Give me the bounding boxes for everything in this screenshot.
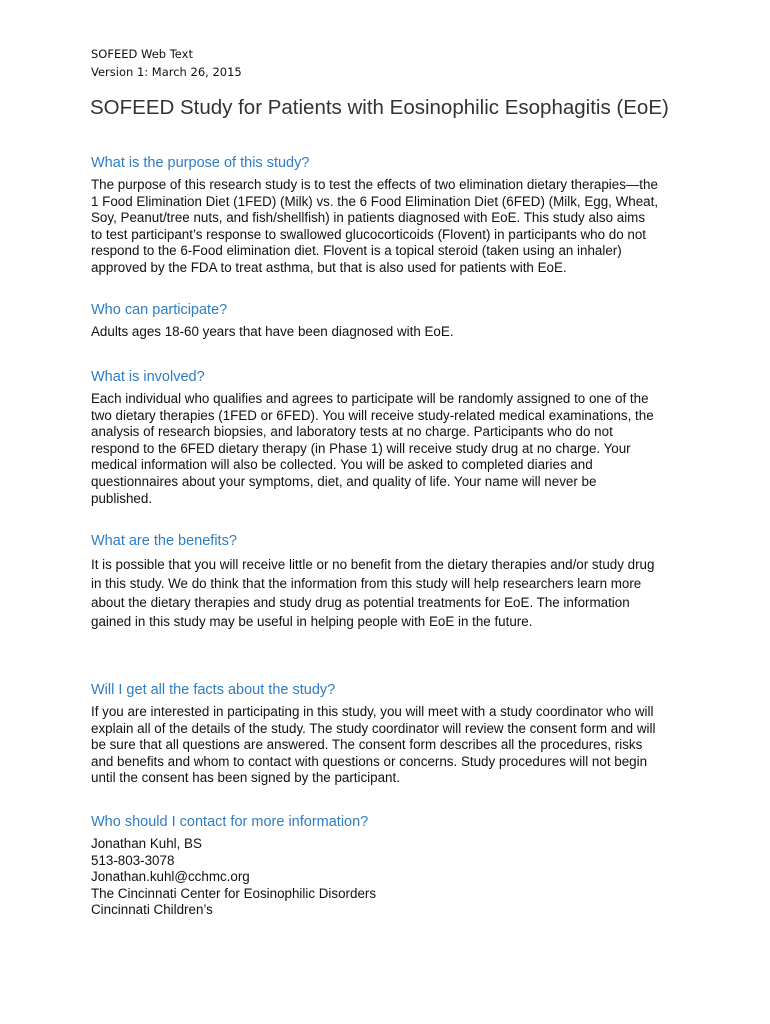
- paragraph-line: The purpose of this research study is to test the effects of two elimination dietary therapies—the: [91, 177, 658, 192]
- section-heading: What are the benefits?: [91, 533, 237, 549]
- section-participate: [91, 302, 454, 341]
- section-heading: Who can participate?: [91, 302, 228, 318]
- paragraph-line: to test participant’s response to swallowed glucocorticoids (Flovent) in participants who do not: [91, 226, 647, 242]
- paragraph-line: respond to the 6FED dietary therapy (in Phase 1) will receive study drug at no charge. Your: [91, 440, 631, 456]
- section-heading: Who should I contact for more information?: [91, 814, 369, 830]
- paragraph-line: in this study. We do think that the information from this study will help researchers learn more: [91, 576, 642, 591]
- paragraph-line: Each individual who qualifies and agrees to participate will be randomly assigned to one of the: [91, 391, 649, 406]
- paragraph-line: explain all of the details of the study. The study coordinator will review the consent form and will: [91, 720, 656, 736]
- paragraph-line: approved by the FDA to treat asthma, but that is also used for patients with EoE.: [91, 259, 567, 275]
- paragraph-line: Soy, Peanut/tree nuts, and fish/shellfish) in patients diagnosed with EoE. This study also aims: [91, 210, 646, 226]
- section-heading: What is the purpose of this study?: [91, 155, 310, 171]
- section-contact: [91, 814, 376, 919]
- paragraph-line: It is possible that you will receive little or no benefit from the dietary therapies and/or study drug: [91, 557, 655, 572]
- contact-line: Cincinnati Children’s: [91, 902, 213, 918]
- paragraph-line: Adults ages 18-60 years that have been diagnosed with EoE.: [91, 324, 454, 339]
- contact-line: 513-803-3078: [91, 852, 175, 868]
- section-purpose: [91, 155, 658, 277]
- contact-line: Jonathan Kuhl, BS: [91, 836, 202, 851]
- paragraph-line: analysis of research biopsies, and laboratory tests at no charge. Participants who do not: [91, 424, 613, 440]
- contact-line[interactable]: Jonathan.kuhl@cchmc.org: [91, 869, 250, 885]
- paragraph-line: 1 Food Elimination Diet (1FED) (Milk) vs. the 6 Food Elimination Diet (6FED) (Milk, Egg, Wheat,: [91, 193, 659, 209]
- paragraph-line: about the dietary therapies and study drug as potential treatments for EoE. The information: [91, 595, 630, 610]
- paragraph-line: published.: [91, 490, 153, 506]
- section-heading: Will I get all the facts about the study?: [91, 682, 336, 698]
- section-benefits: [91, 533, 654, 631]
- page-title: SOFEED Study for Patients with Eosinophilic Esophagitis (EoE): [90, 96, 669, 119]
- paragraph-line: until the consent has been signed by the participant.: [91, 770, 400, 786]
- paragraph-line: If you are interested in participating in this study, you will meet with a study coordinator who will: [91, 704, 654, 719]
- paragraph-line: be sure that all questions are answered. The consent form describes all the procedures, risks: [91, 737, 643, 753]
- document-name: SOFEED Web Text: [91, 47, 193, 61]
- paragraph-line: two dietary therapies (1FED or 6FED). You will receive study-related medical examinations, the: [91, 407, 654, 423]
- contact-line: The Cincinnati Center for Eosinophilic Disorders: [91, 885, 377, 901]
- section-facts: [91, 682, 655, 787]
- section-involved: [91, 369, 654, 507]
- paragraph-line: respond to the 6-Food elimination diet. Flovent is a topical steroid (taken using an inhaler): [91, 243, 622, 259]
- section-heading: What is involved?: [91, 369, 205, 385]
- paragraph-line: gained in this study may be useful in helping people with EoE in the future.: [91, 614, 533, 629]
- paragraph-line: and benefits and whom to contact with questions or concerns. Study procedures will not begin: [91, 753, 648, 769]
- version-date: Version 1: March 26, 2015: [91, 65, 242, 79]
- paragraph-line: questionnaires about your symptoms, diet, and quality of life. Your name will never be: [91, 473, 597, 489]
- paragraph-line: medical information will also be collected. You will be asked to completed diaries and: [91, 457, 593, 473]
